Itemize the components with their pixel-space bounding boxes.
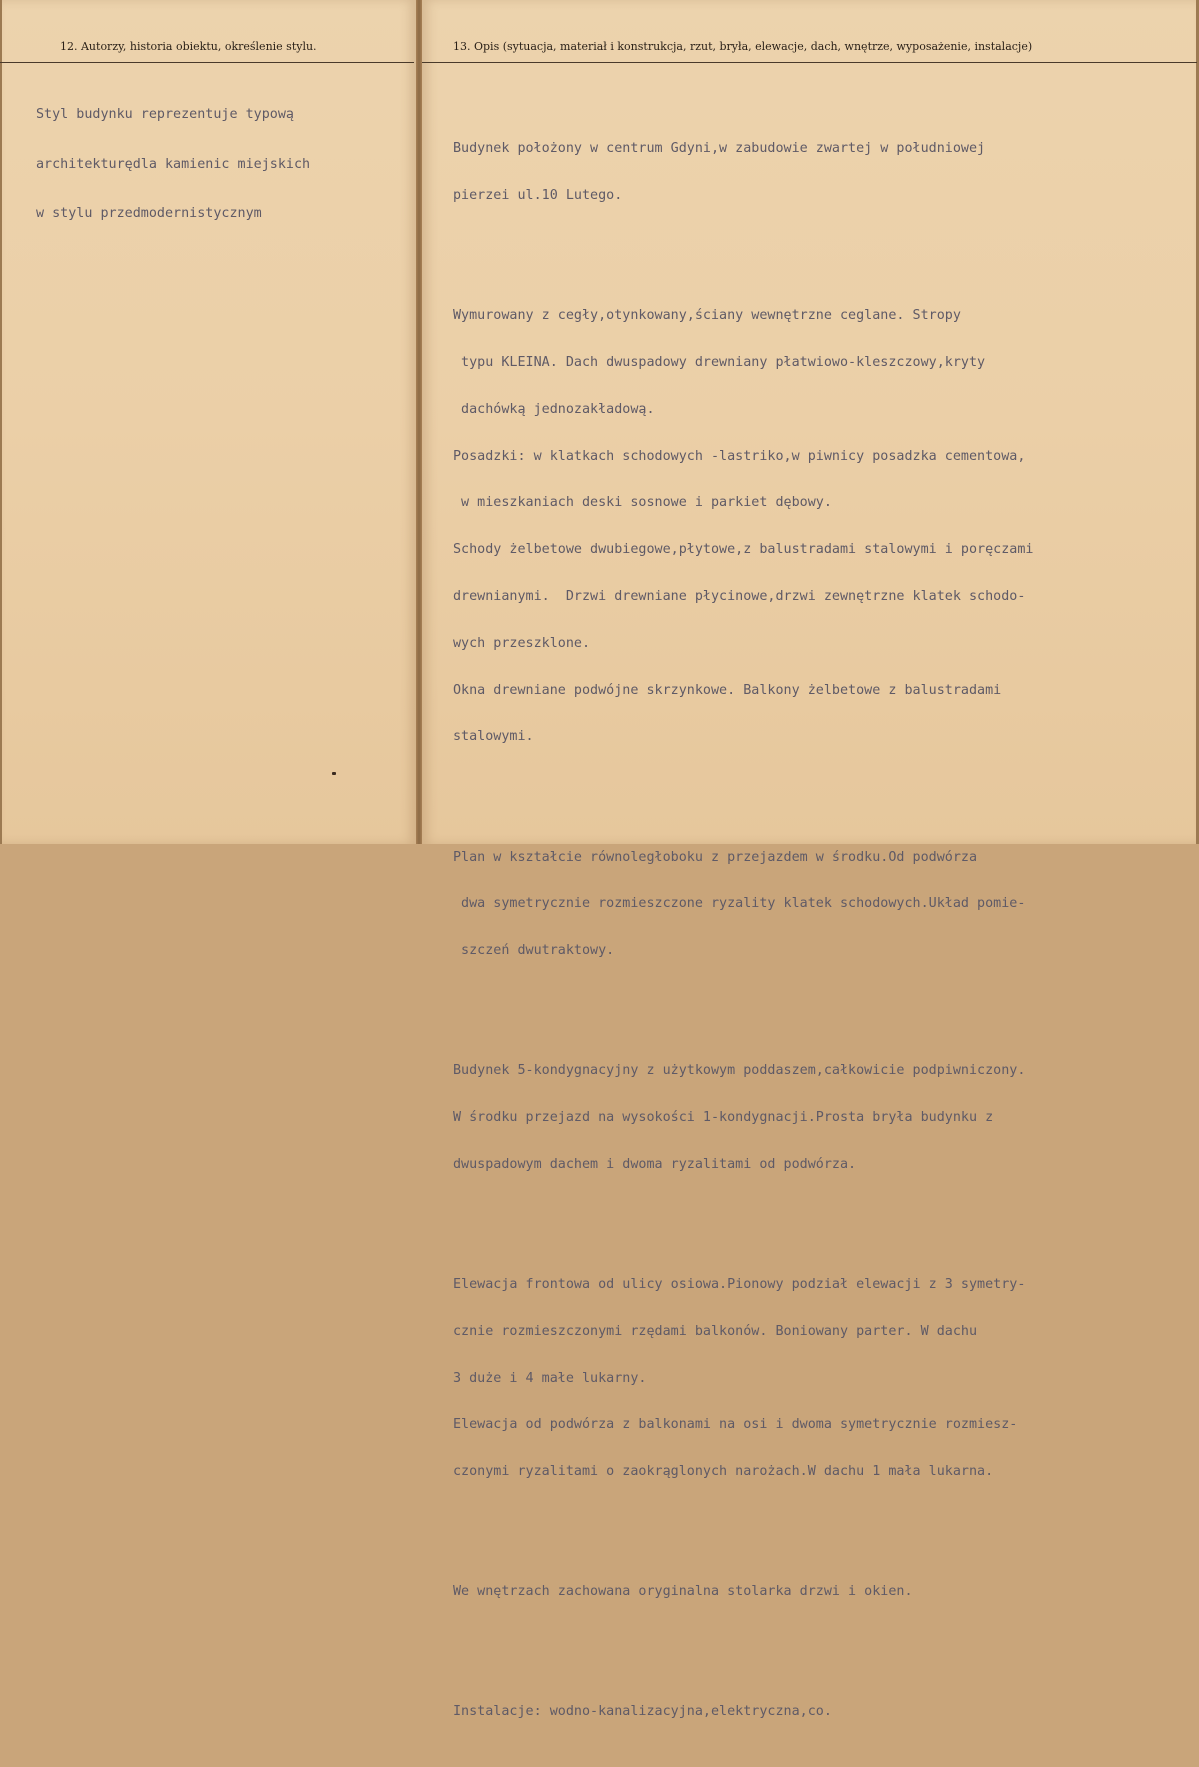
section-13-rule [422,62,1197,63]
typed-line: Instalacje: wodno-kanalizacyjna,elektryczna,co. [453,1704,832,1720]
typed-line: Styl budynku reprezentuje typową [36,107,294,122]
typed-line: drewnianymi. Drzwi drewniane płycinowe,drzwi zewnętrzne klatek schodo- [453,589,1026,604]
typed-line: w mieszkaniach deski sosnowe i parkiet dębowy. [453,495,832,511]
section-12-heading: 12. Autorzy, historia obiektu, określenie stylu. [60,40,317,53]
typed-line: Budynek położony w centrum Gdyni,w zabudowie zwartej w południowej [453,141,986,157]
paragraph-materials [453,277,1033,776]
typed-line: Elewacja frontowa od ulicy osiowa.Pionowy podział elewacji z 3 symetry- [453,1276,1026,1292]
typed-line: Okna drewniane podwójne skrzynkowe. Balkony żelbetowe z balustradami [453,682,1002,698]
typed-line: szczeń dwutraktowy. [453,943,615,959]
typed-line: stalowymi. [453,729,534,745]
section-12-text [36,74,310,239]
typed-line: Wymurowany z cegły,otynkowany,ściany wewnętrzne ceglane. Stropy [453,308,961,324]
paragraph-elevations [453,1246,1033,1511]
paragraph-plan [453,818,1033,990]
typed-line: dwa symetrycznie rozmieszczone ryzality klatek schodowych.Układ pomie- [453,896,1026,912]
typed-line: Schody żelbetowe dwubiegowe,płytowe,z balustradami stalowymi i poręczami [453,542,1034,558]
paragraph-interiors [453,1553,1033,1631]
section-13-heading: 13. Opis (sytuacja, materiał i konstrukcja, rzut, bryła, elewacje, dach, wnętrze, wyposażenie, instalacje) [453,40,1033,53]
typed-line: w stylu przedmodernistycznym [36,206,262,221]
typed-line: dwuspadowym dachem i dwoma ryzalitami od podwórza. [453,1156,857,1172]
paragraph-installations [453,1673,1033,1751]
typed-line: Plan w kształcie równoległoboku z przejazdem w środku.Od podwórza [453,849,978,865]
section-12-rule [0,62,414,63]
section-13-text [453,79,1033,1767]
typed-line: W środku przejazd na wysokości 1-kondygnacji.Prosta bryła budynku z [453,1110,994,1125]
paragraph-location [453,110,1033,235]
typed-line: wych przeszklone. [453,635,591,651]
typed-line: Elewacja od podwórza z balkonami na osi i dwoma symetrycznie rozmiesz- [453,1417,1018,1433]
typed-line: Budynek 5-kondygnacyjny z użytkowym poddaszem,całkowicie podpiwniczony. [453,1063,1026,1079]
typed-line: typu KLEINA. Dach dwuspadowy drewniany płatwiowo-kleszczowy,kryty [453,355,986,371]
typed-line: czonymi ryzalitami o zaokrąglonych narożach.W dachu 1 mała lukarna. [453,1464,994,1480]
paragraph-massing [453,1032,1033,1204]
typed-line: 3 duże i 4 małe lukarny. [453,1370,647,1386]
typed-line: architekturędla kamienic miejskich [36,156,311,172]
typed-line: cznie rozmieszczonymi rzędami balkonów. Boniowany parter. W dachu [453,1323,978,1339]
typed-line: Posadzki: w klatkach schodowych -lastriko,w piwnicy posadzka cementowa, [453,448,1026,464]
ink-mark [332,772,336,775]
typed-line: pierzei ul.10 Lutego. [453,188,623,204]
typed-line: dachówką jednozakładową. [453,401,655,417]
typed-line: We wnętrzach zachowana oryginalna stolarka drzwi i okien. [453,1584,913,1600]
